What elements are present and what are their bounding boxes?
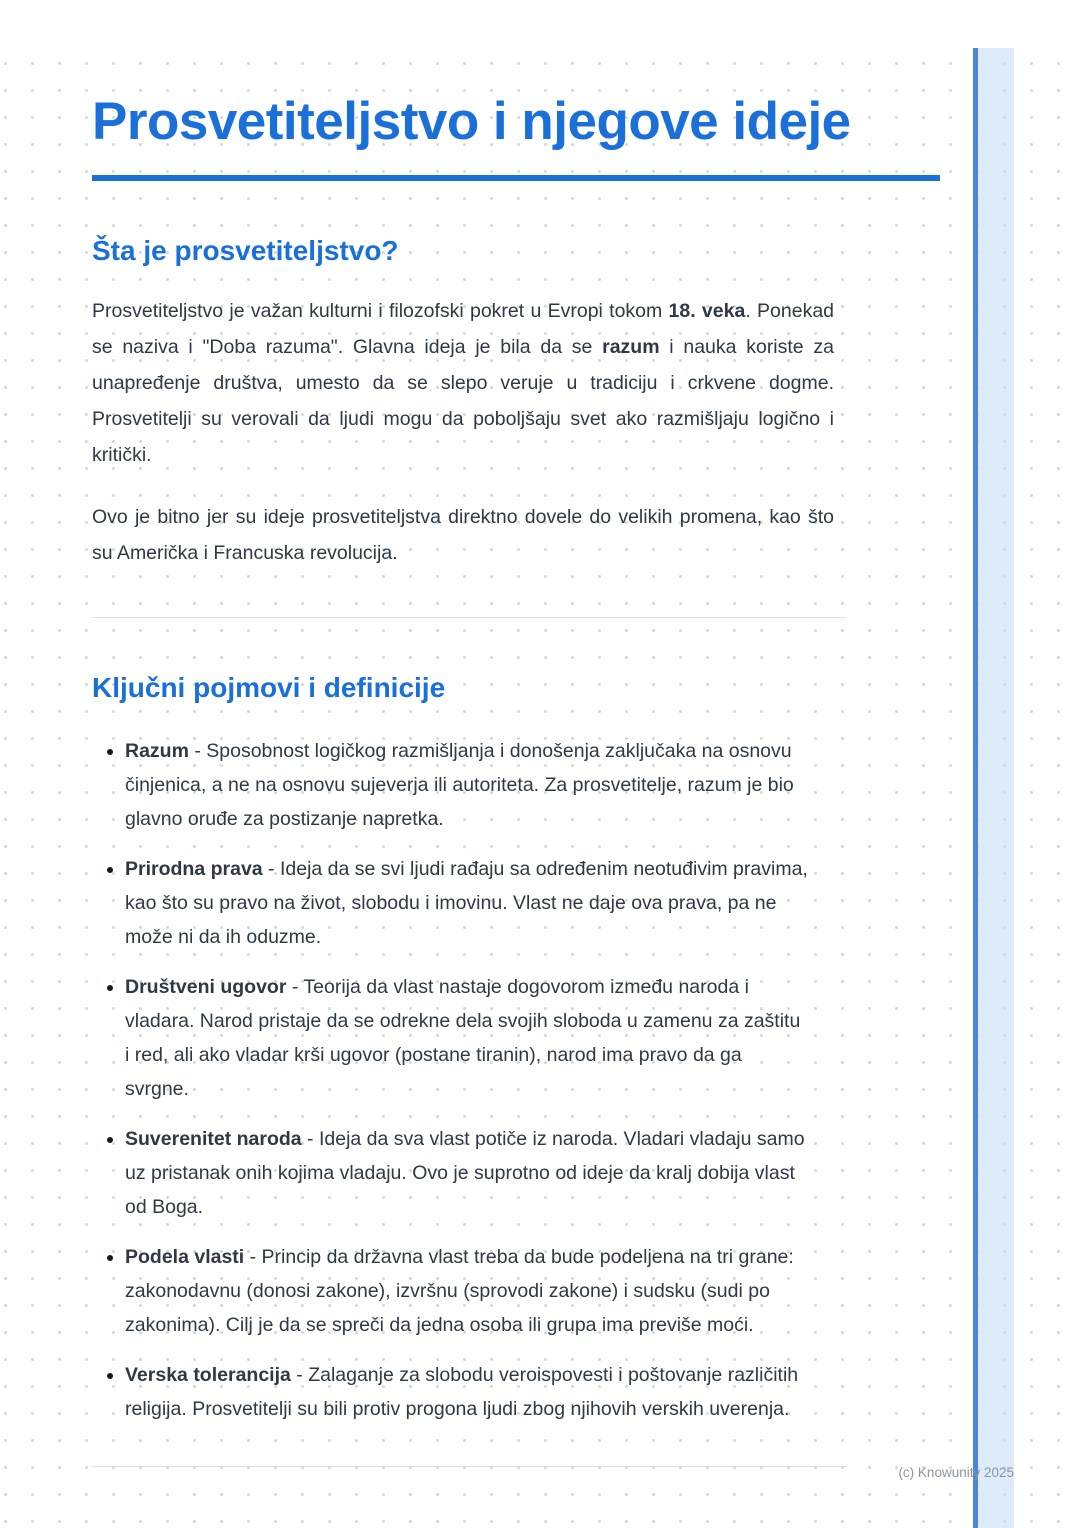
list-item-prirodna-prava [125,852,808,954]
text-run: . Ponekad se naziva i "Doba razuma". Glavna ideja je bila da se [92,300,835,359]
text-run: Prosvetiteljstvo je važan kulturni i filozofski pokret u Evropi tokom [92,300,669,323]
term-label: Verska tolerancija [125,1364,291,1387]
bold-text-run: 18. veka [668,300,746,323]
section-heading-intro: Šta je prosvetiteljstvo? [92,235,399,267]
copyright-text: (c) Knowunity 2025 [898,1465,1014,1480]
intro-paragraph-2: Ovo je bitno jer su ideje prosvetiteljstva direktno dovele do velikih promena, kao što su Američka i Francuska revolucija. [92,506,834,565]
list-item-drustveni-ugovor [125,970,808,1106]
term-definition: - Sposobnost logičkog razmišljanja i donošenja zaključaka na osnovu činjenica, a ne na osnovu sujeverja ili autoriteta. Za prosvetitelje, razum je bio glavno oruđe za postizanje napretka. [125,740,794,831]
section-divider [92,617,846,618]
term-definition: - Zalaganje za slobodu veroispovesti i poštovanje različitih religija. Prosvetitelji su bili protiv progona ljudi zbog njihovih verskih uverenja. [125,1364,799,1421]
intro-paragraph-1 [92,293,834,473]
term-label: Razum [125,740,189,763]
text-run: i nauka koriste za unapređenje društva, umesto da se slepo veruje u tradiciju i crkvene dogme. Prosvetitelji su verovali da ljudi mogu da poboljšaju svet ako razmišljaju logično i kritički. [92,336,834,467]
term-definition: - Teorija da vlast nastaje dogovorom između naroda i vladara. Narod pristaje da se odrekne dela svojih sloboda u zamenu za zaštitu i red, ali ako vladar krši ugovor (postane tiranin), narod ima pravo da ga svrgne. [125,976,801,1101]
document-content [92,0,940,1467]
list-item-suverenitet-naroda [125,1122,808,1224]
term-definition: - Princip da državna vlast treba da bude podeljena na tri grane: zakonodavnu (donosi zakone), izvršnu (sprovodi zakone) i sudsku (sudi po zakonima). Cilj je da se spreči da jedna osoba ili grupa ima previše moći. [125,1246,794,1337]
title-underline [92,175,940,181]
page-title: Prosvetiteljstvo i njegove ideje [92,92,851,151]
list-item-verska-tolerancija [125,1358,808,1426]
term-definition: - Ideja da se svi ljudi rađaju sa određenim neotuđivim pravima, kao što su pravo na život, slobodu i imovinu. Vlast ne daje ova prava, pa ne može ni da ih oduzme. [125,858,808,949]
bottom-divider [92,1466,846,1467]
list-item-podela-vlasti [125,1240,808,1342]
term-label: Prirodna prava [125,858,263,881]
term-label: Suverenitet naroda [125,1128,302,1151]
section-heading-key-terms: Ključni pojmovi i definicije [92,672,446,704]
bold-text-run: razum [602,336,660,359]
term-label: Podela vlasti [125,1246,245,1269]
term-label: Društveni ugovor [125,976,287,999]
term-definition: - Ideja da sva vlast potiče iz naroda. Vladari vladaju samo uz pristanak onih kojima vladaju. Ovo je suprotno od ideje da kralj dobija vlast od Boga. [125,1128,805,1219]
right-margin-stripe [973,48,1014,1528]
key-terms-list [92,734,808,1426]
list-item-razum [125,734,808,836]
